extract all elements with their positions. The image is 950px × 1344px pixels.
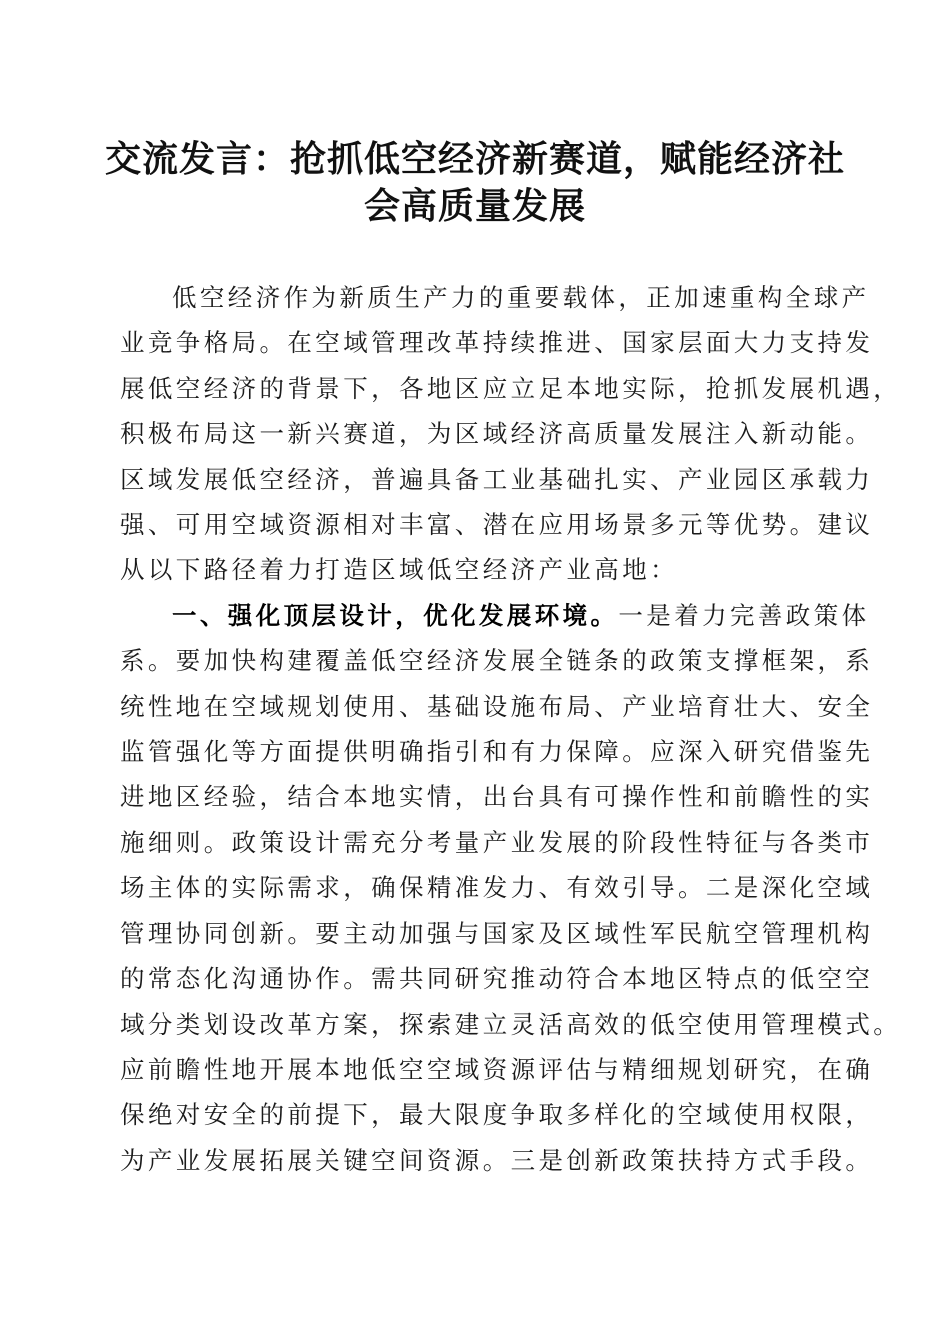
document-body — [120, 275, 902, 1183]
paragraph-line: 低空经济作为新质生产力的重要载体，正加速重构全球产 — [172, 283, 870, 312]
paragraph-line: 统性地在空域规划使用、基础设施布局、产业培育壮大、安全 — [120, 691, 874, 721]
paragraph-line: 强、可用空域资源相对丰富、潜在应用场景多元等优势。建议 — [120, 510, 874, 540]
title-line-1: 交流发言：抢抓低空经济新赛道，赋能经济社 — [104, 138, 845, 180]
paragraph-line: 监管强化等方面提供明确指引和有力保障。应深入研究借鉴先 — [120, 737, 874, 767]
title-line-2: 会高质量发展 — [363, 185, 586, 227]
paragraph-line: 应前瞻性地开展本地低空空域资源评估与精细规划研究，在确 — [120, 1054, 874, 1084]
paragraph-line: 区域发展低空经济，普遍具备工业基础扎实、产业园区承载力 — [120, 464, 874, 494]
paragraph-line: 场主体的实际需求，确保精准发力、有效引导。二是深化空域 — [120, 873, 874, 903]
section-1-first-line-text: 一是着力完善政策体 — [618, 600, 870, 630]
section-1-heading: 一、强化顶层设计，优化发展环境。 — [172, 600, 619, 630]
paragraph-line: 施细则。政策设计需充分考量产业发展的阶段性特征与各类市 — [120, 827, 874, 857]
section-1-paragraph — [120, 593, 902, 1183]
paragraph-line: 系。要加快构建覆盖低空经济发展全链条的政策支撑框架，系 — [120, 646, 874, 676]
paragraph-line: 积极布局这一新兴赛道，为区域经济高质量发展注入新动能。 — [120, 419, 874, 449]
paragraph-line: 保绝对安全的前提下，最大限度争取多样化的空域使用权限， — [120, 1100, 874, 1130]
paragraph-line: 为产业发展拓展关键空间资源。三是创新政策扶持方式手段。 — [120, 1145, 874, 1175]
paragraph-line: 管理协同创新。要主动加强与国家及区域性军民航空管理机构 — [120, 918, 874, 948]
paragraph-line: 的常态化沟通协作。需共同研究推动符合本地区特点的低空空 — [120, 964, 874, 994]
paragraph-line: 展低空经济的背景下，各地区应立足本地实际，抢抓发展机遇， — [120, 373, 902, 403]
paragraph-line: 域分类划设改革方案，探索建立灵活高效的低空使用管理模式。 — [120, 1009, 902, 1039]
paragraph-line: 从以下路径着力打造区域低空经济产业高地： — [120, 555, 678, 585]
intro-paragraph — [120, 275, 902, 593]
paragraph-line: 业竞争格局。在空域管理改革持续推进、国家层面大力支持发 — [120, 328, 874, 358]
section-1-first-line — [120, 593, 870, 638]
page-title — [100, 136, 850, 230]
paragraph-line: 进地区经验，结合本地实情，出台具有可操作性和前瞻性的实 — [120, 782, 874, 812]
